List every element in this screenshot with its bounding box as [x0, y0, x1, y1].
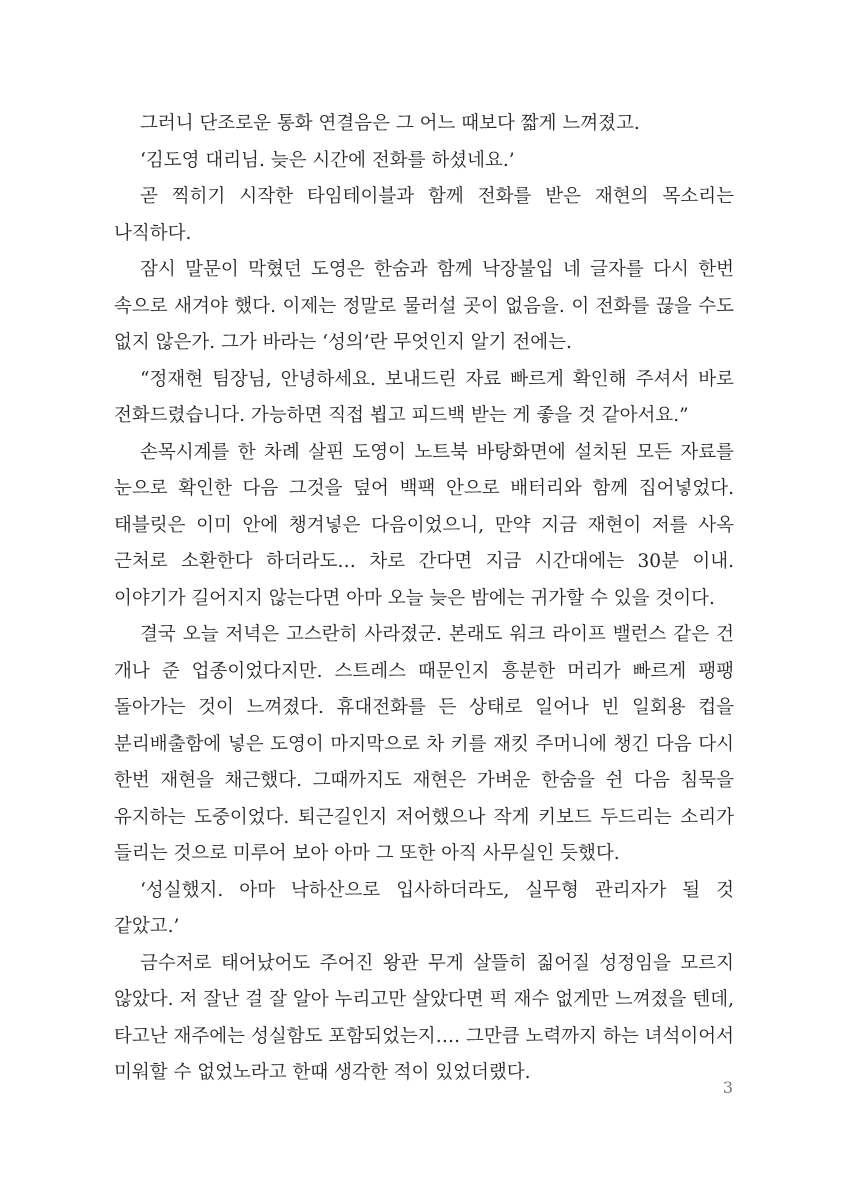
paragraph: ‘성실했지. 아마 낙하산으로 입사하더라도, 실무형 관리자가 될 것 같았고.’ [114, 879, 734, 937]
page-number: 3 [722, 1078, 733, 1097]
paragraph: 곧 찍히기 시작한 타임테이블과 함께 전화를 받은 재현의 목소리는 나직하다. [114, 186, 734, 244]
paragraph: ‘김도영 대리님. 늦은 시간에 전화를 하셨네요.’ [140, 149, 515, 171]
paragraph: 손목시계를 한 차례 살핀 도영이 노트북 바탕화면에 설치된 모든 자료를 눈으로 확인한 다음 그것을 덮어 백팩 안으로 배터리와 함께 집어넣었다. 태블릿은 이미 안에 챙겨넣은 다음이었으니, 만약 지금 재현이 저를 사옥 근처로 소환한다 하더라도… 차로 간다면 지금 시간대에는 30분 이내. 이야기가 길어지지 않는다면 아마 오늘 늦은 밤에는 귀가할 수 있을 것이다. [114, 441, 734, 609]
paragraph: 결국 오늘 저녁은 고스란히 사라졌군. 본래도 워크 라이프 밸런스 같은 건 개나 준 업종이었다지만. 스트레스 때문인지 흥분한 머리가 빠르게 팽팽 돌아가는 것이 느껴졌다. 휴대전화를 든 상태로 일어나 빈 일회용 컵을 분리배출함에 넣은 도영이 마지막으로 차 키를 재킷 주머니에 챙긴 다음 다시 한번 재현을 채근했다. 그때까지도 재현은 가벼운 한숨을 쉰 다음 침묵을 유지하는 도중이었다. 퇴근길인지 저어했으나 작게 키보드 두드리는 소리가 들리는 것으로 미루어 보아 아마 그 또한 아직 사무실인 듯했다. [114, 624, 734, 864]
paragraph: “정재현 팀장님, 안녕하세요. 보내드린 자료 빠르게 확인해 주셔서 바로 전화드렸습니다. 가능하면 직접 뵙고 피드백 받는 게 좋을 것 같아서요.” [114, 368, 734, 426]
body-text [114, 106, 734, 1092]
paragraph: 그러니 단조로운 통화 연결음은 그 어느 때보다 짧게 느껴졌고. [140, 113, 640, 134]
paragraph: 잠시 말문이 막혔던 도영은 한숨과 함께 낙장불입 네 글자를 다시 한번 속으로 새겨야 했다. 이제는 정말로 물러설 곳이 없음을. 이 전화를 끊을 수도 없지 않은가. 그가 바라는 ‘성의’란 무엇인지 알기 전에는. [114, 259, 734, 353]
paragraph: 금수저로 태어났어도 주어진 왕관 무게 살뜰히 짊어질 성정임을 모르지 않았다. 저 잘난 걸 잘 알아 누리고만 살았다면 퍽 재수 없게만 느껴졌을 텐데, 타고난 재주에는 성실함도 포함되었는지…. 그만큼 노력까지 하는 녀석이어서 미워할 수 없었노라고 한때 생각한 적이 있었더랬다. [114, 952, 734, 1083]
